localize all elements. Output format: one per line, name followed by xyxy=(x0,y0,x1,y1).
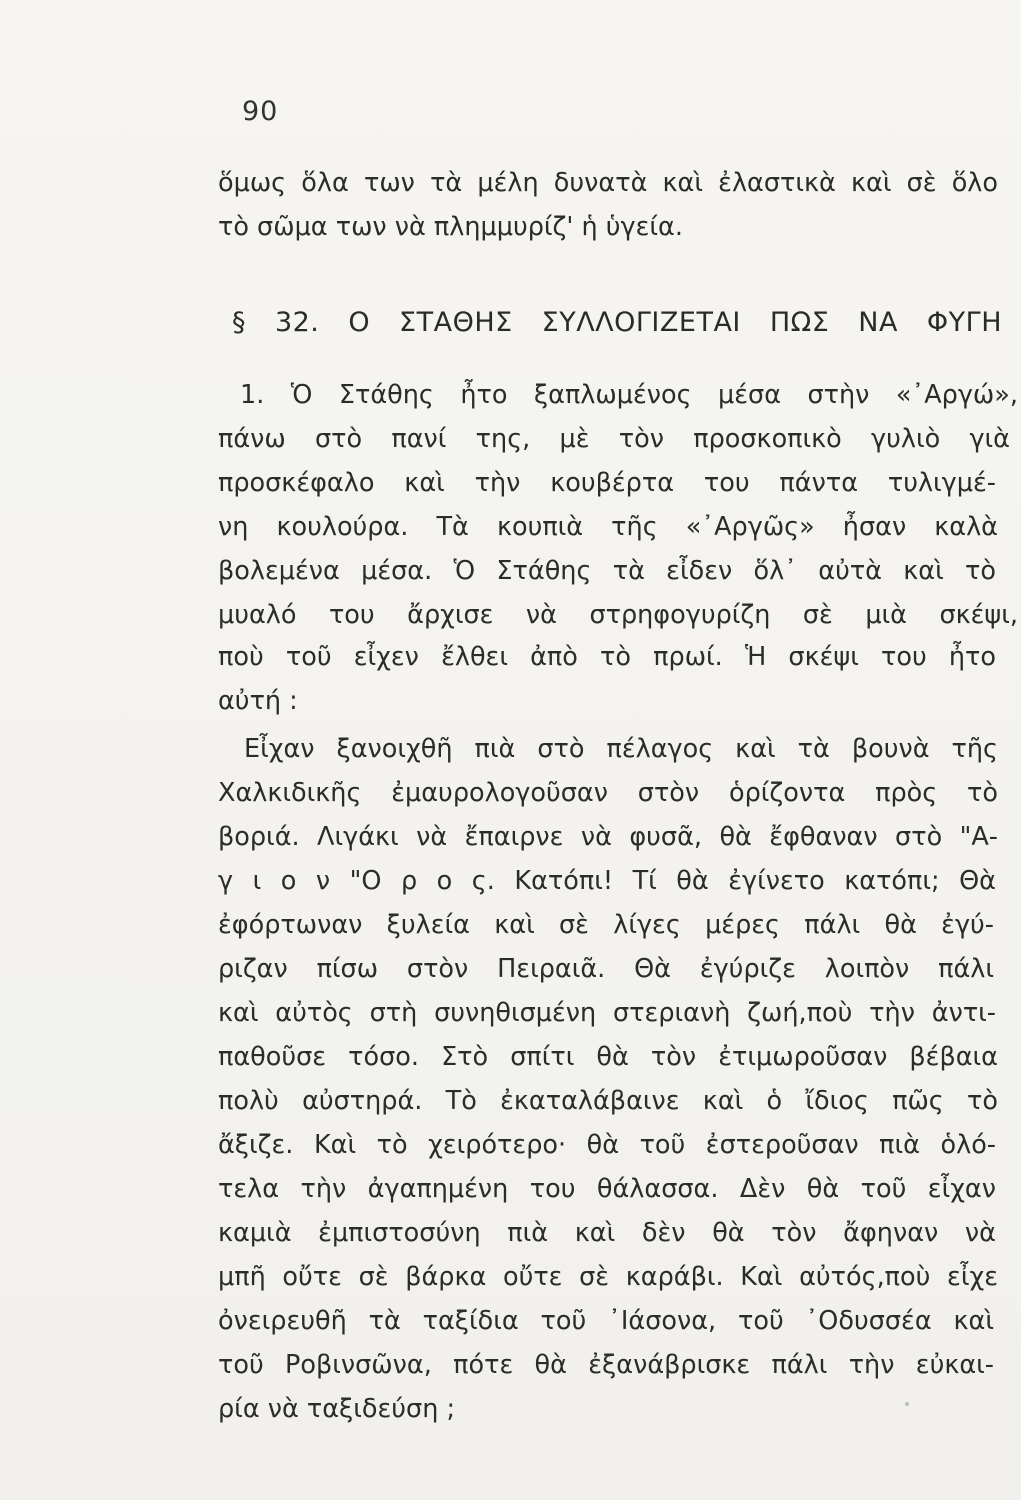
text-line: αὐτή : xyxy=(218,686,298,716)
text-line: τοῦ Ροβινσῶνα, πότε θὰ ἐξανάβρισκε πάλι τὴν εὐκαι- xyxy=(218,1350,994,1380)
text-line: προσκέφαλο καὶ τὴν κουβέρτα του πάντα τυλιγμέ- xyxy=(218,468,996,498)
text-line: γ ι ο ν "Ο ρ ο ς. Κατόπι! Τί θὰ ἐγίνετο κατόπι; Θὰ xyxy=(218,866,996,896)
text-line: ρία νὰ ταξιδεύση ; xyxy=(218,1394,456,1424)
text-line: βοριά. Λιγάκι νὰ ἔπαιρνε νὰ φυσᾶ, θὰ ἔφθαναν στὸ "Α- xyxy=(218,822,998,852)
text-line: τὸ σῶμα των νὰ πλημμυρίζ' ἡ ὑγεία. xyxy=(218,212,683,242)
text-line: ὅμως ὅλα των τὰ μέλη δυνατὰ καὶ ἐλαστικὰ καὶ σὲ ὅλο xyxy=(218,168,998,198)
text-line: ριζαν πίσω στὸν Πειραιᾶ. Θὰ ἐγύριζε λοιπὸν πάλι xyxy=(218,954,994,984)
text-line: καμιὰ ἐμπιστοσύνη πιὰ καὶ δὲν θὰ τὸν ἄφηναν νὰ xyxy=(218,1218,996,1248)
text-line: Εἶχαν ξανοιχθῆ πιὰ στὸ πέλαγος καὶ τὰ βουνὰ τῆς xyxy=(244,734,998,764)
text-line: 1. Ὁ Στάθης ἦτο ξαπλωμένος μέσα στὴν «᾿Αργώ», xyxy=(240,380,1018,410)
text-line: ὀνειρευθῆ τὰ ταξίδια τοῦ ᾿Ιάσονα, τοῦ ᾿Οδυσσέα καὶ xyxy=(218,1306,994,1336)
text-line: Χαλκιδικῆς ἐμαυρολογοῦσαν στὸν ὁρίζοντα πρὸς τὸ xyxy=(218,778,998,808)
page-number: 90 xyxy=(242,96,279,127)
text-line: μυαλό του ἄρχισε νὰ στρηφογυρίζη σὲ μιὰ σκέψι, xyxy=(218,600,1018,630)
text-line: παθοῦσε τόσο. Στὸ σπίτι θὰ τὸν ἐτιμωροῦσαν βέβαια xyxy=(218,1042,998,1072)
text-line: νη κουλούρα. Τὰ κουπιὰ τῆς «᾿Αργῶς» ἦσαν καλὰ xyxy=(218,512,998,542)
text-line: ἄξιζε. Καὶ τὸ χειρότερο· θὰ τοῦ ἐστεροῦσαν πιὰ ὁλό- xyxy=(218,1130,996,1160)
text-line: βολεμένα μέσα. Ὁ Στάθης τὰ εἶδεν ὅλ᾿ αὐτὰ καὶ τὸ xyxy=(218,556,996,586)
text-line: πάνω στὸ πανί της, μὲ τὸν προσκοπικὸ γυλιὸ γιὰ xyxy=(218,424,1010,454)
section-heading: § 32. Ο ΣΤΑΘΗΣ ΣΥΛΛΟΓΙΖΕΤΑΙ ΠΩΣ ΝΑ ΦΥΓΗ xyxy=(232,307,1002,338)
text-line: μπῆ οὔτε σὲ βάρκα οὔτε σὲ καράβι. Καὶ αὐτός,ποὺ εἶχε xyxy=(218,1262,998,1292)
text-line: καὶ αὐτὸς στὴ συνηθισμένη στεριανὴ ζωή,ποὺ τὴν ἀντι- xyxy=(218,998,996,1028)
text-line: τελα τὴν ἀγαπημένη του θάλασσα. Δὲν θὰ τοῦ εἶχαν xyxy=(218,1174,996,1204)
text-line: ποὺ τοῦ εἶχεν ἔλθει ἀπὸ τὸ πρωί. Ἡ σκέψι του ἦτο xyxy=(218,642,996,672)
paper-speck xyxy=(905,1402,909,1406)
text-line: πολὺ αὐστηρά. Τὸ ἐκαταλάβαινε καὶ ὁ ἴδιος πῶς τὸ xyxy=(218,1086,998,1116)
text-line: ἐφόρτωναν ξυλεία καὶ σὲ λίγες μέρες πάλι θὰ ἐγύ- xyxy=(218,910,994,940)
